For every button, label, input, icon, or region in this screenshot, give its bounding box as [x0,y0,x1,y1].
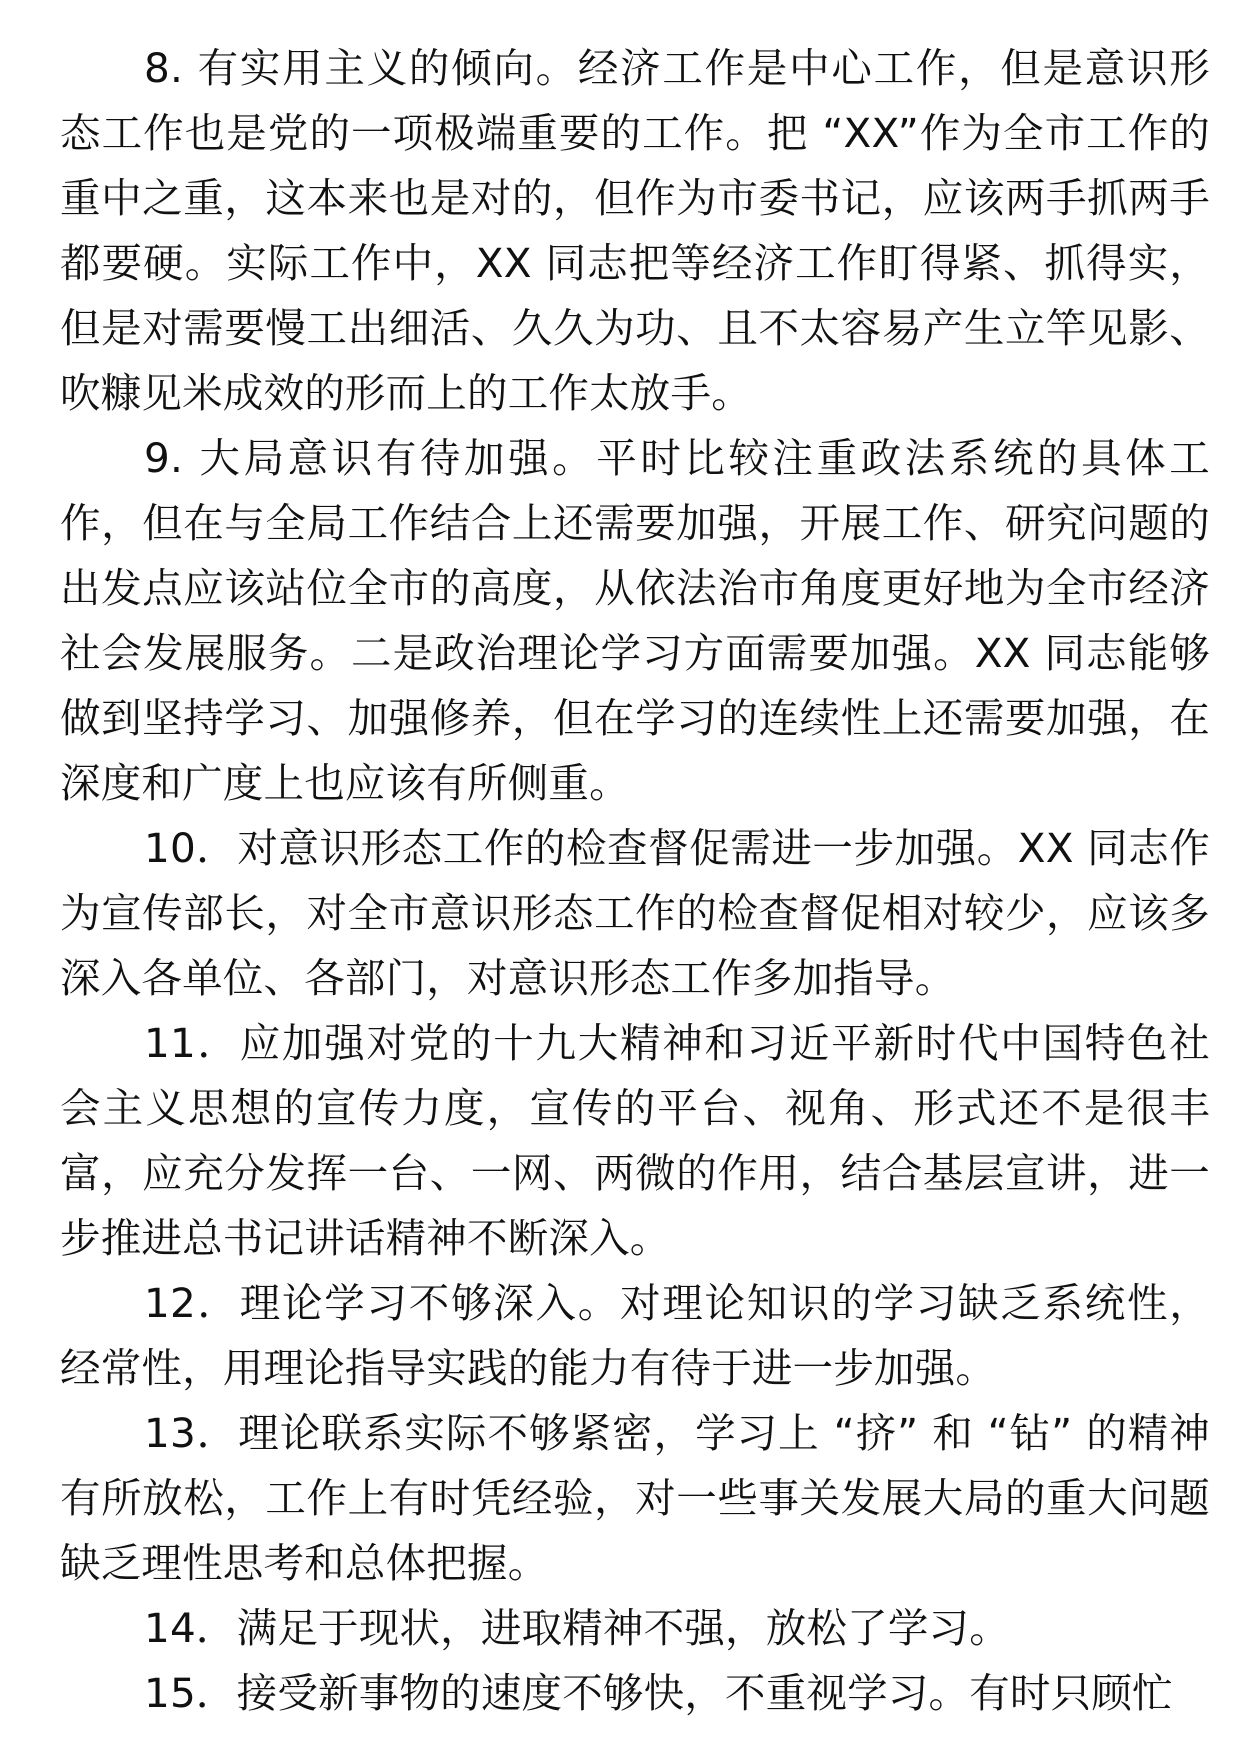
paragraph-14: 14．满足于现状，进取精神不强，放松了学习。 [144,1604,1010,1652]
paragraph-13: 13．理论联系实际不够紧密，学习上 “挤” 和 “钻” 的精神有所放松，工作上有时凭经验，对一些事关发展大局的重大问题缺乏理性思考和总体把握。 [60,1409,1210,1587]
paragraph-8: 8. 有实用主义的倾向。经济工作是中心工作，但是意识形态工作也是党的一项极端重要的工作。把 “XX”作为全市工作的重中之重，这本来也是对的，但作为市委书记，应该两手抓两手都要硬。实际工作中，XX 同志把等经济工作盯得紧、抓得实，但是对需要慢工出细活、久久为功、且不太容易产生立竿见影、吹糠见米成效的形而上的工作太放手。 [60,44,1210,417]
paragraph-12: 12．理论学习不够深入。对理论知识的学习缺乏系统性，经常性，用理论指导实践的能力有待于进一步加强。 [60,1279,1210,1392]
paragraph-11: 11．应加强对党的十九大精神和习近平新时代中国特色社会主义思想的宣传力度，宣传的平台、视角、形式还不是很丰富，应充分发挥一台、一网、两微的作用，结合基层宣讲，进一步推进总书记讲话精神不断深入。 [60,1019,1210,1262]
paragraph-9: 9. 大局意识有待加强。平时比较注重政法系统的具体工作，但在与全局工作结合上还需要加强，开展工作、研究问题的出发点应该站位全市的高度，从依法治市角度更好地为全市经济社会发展服务。二是政治理论学习方面需要加强。XX 同志能够做到坚持学习、加强修养，但在学习的连续性上还需要加强，在深度和广度上也应该有所侧重。 [60,434,1210,807]
paragraph-10: 10．对意识形态工作的检查督促需进一步加强。XX 同志作为宣传部长，对全市意识形态工作的检查督促相对较少，应该多深入各单位、各部门，对意识形态工作多加指导。 [60,824,1210,1002]
paragraph-15: 15．接受新事物的速度不够快，不重视学习。有时只顾忙 [144,1669,1173,1717]
document-body [60,36,1210,1726]
